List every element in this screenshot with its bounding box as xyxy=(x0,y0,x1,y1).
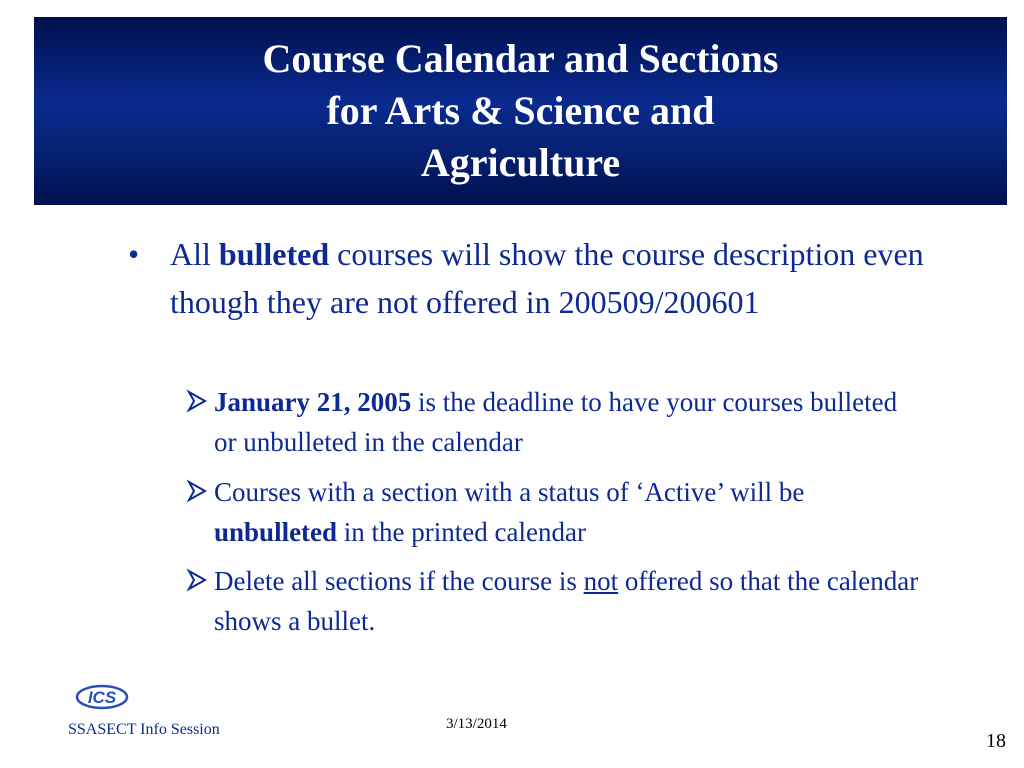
sub-bullet-3-start: Delete all sections if the course is xyxy=(214,566,584,596)
sub-bullet-1-text xyxy=(214,382,926,462)
sub-bullet-1-rest: is the deadline to have your courses bulleted or unbulleted in the calendar xyxy=(214,387,898,457)
main-bullet-text-start: All xyxy=(170,236,219,272)
main-bullet-text xyxy=(170,230,930,326)
sub-bullet-2-start: Courses with a section with a status of ‘Active’ will be xyxy=(214,477,805,507)
arrowhead-bullet-icon xyxy=(186,384,210,420)
sub-bullet-2-end: in the printed calendar xyxy=(337,517,586,547)
sub-bullet-2-text xyxy=(214,472,926,552)
sub-bullet-3-end: offered so that the calendar shows a bullet. xyxy=(214,566,919,636)
footer-date: 3/13/2014 xyxy=(446,716,507,732)
footer-session-label: SSASECT Info Session xyxy=(68,721,220,738)
logo-text: ICS xyxy=(87,688,117,707)
sub-bullet-2-bold: unbulleted xyxy=(214,517,338,547)
slide-title-line-2: for Arts & Science and xyxy=(326,88,715,133)
slide-title-line-3: Agriculture xyxy=(420,140,621,185)
slide-title-line-1: Course Calendar and Sections xyxy=(262,36,779,81)
bullet-dot-icon: • xyxy=(128,236,140,272)
ics-logo xyxy=(74,683,130,711)
arrowhead-bullet-icon xyxy=(186,474,210,510)
main-bullet-bold: bulleted xyxy=(218,236,330,272)
arrowhead-bullet-icon xyxy=(186,563,210,599)
sub-bullet-3-text xyxy=(214,561,926,641)
sub-bullet-1-bold: January 21, 2005 xyxy=(214,387,412,417)
slide-number: 18 xyxy=(986,730,1006,752)
sub-bullet-3-underlined: not xyxy=(583,566,619,596)
main-bullet-text-end: courses will show the course description even though they are not offered in 200509/200601 xyxy=(170,236,924,320)
